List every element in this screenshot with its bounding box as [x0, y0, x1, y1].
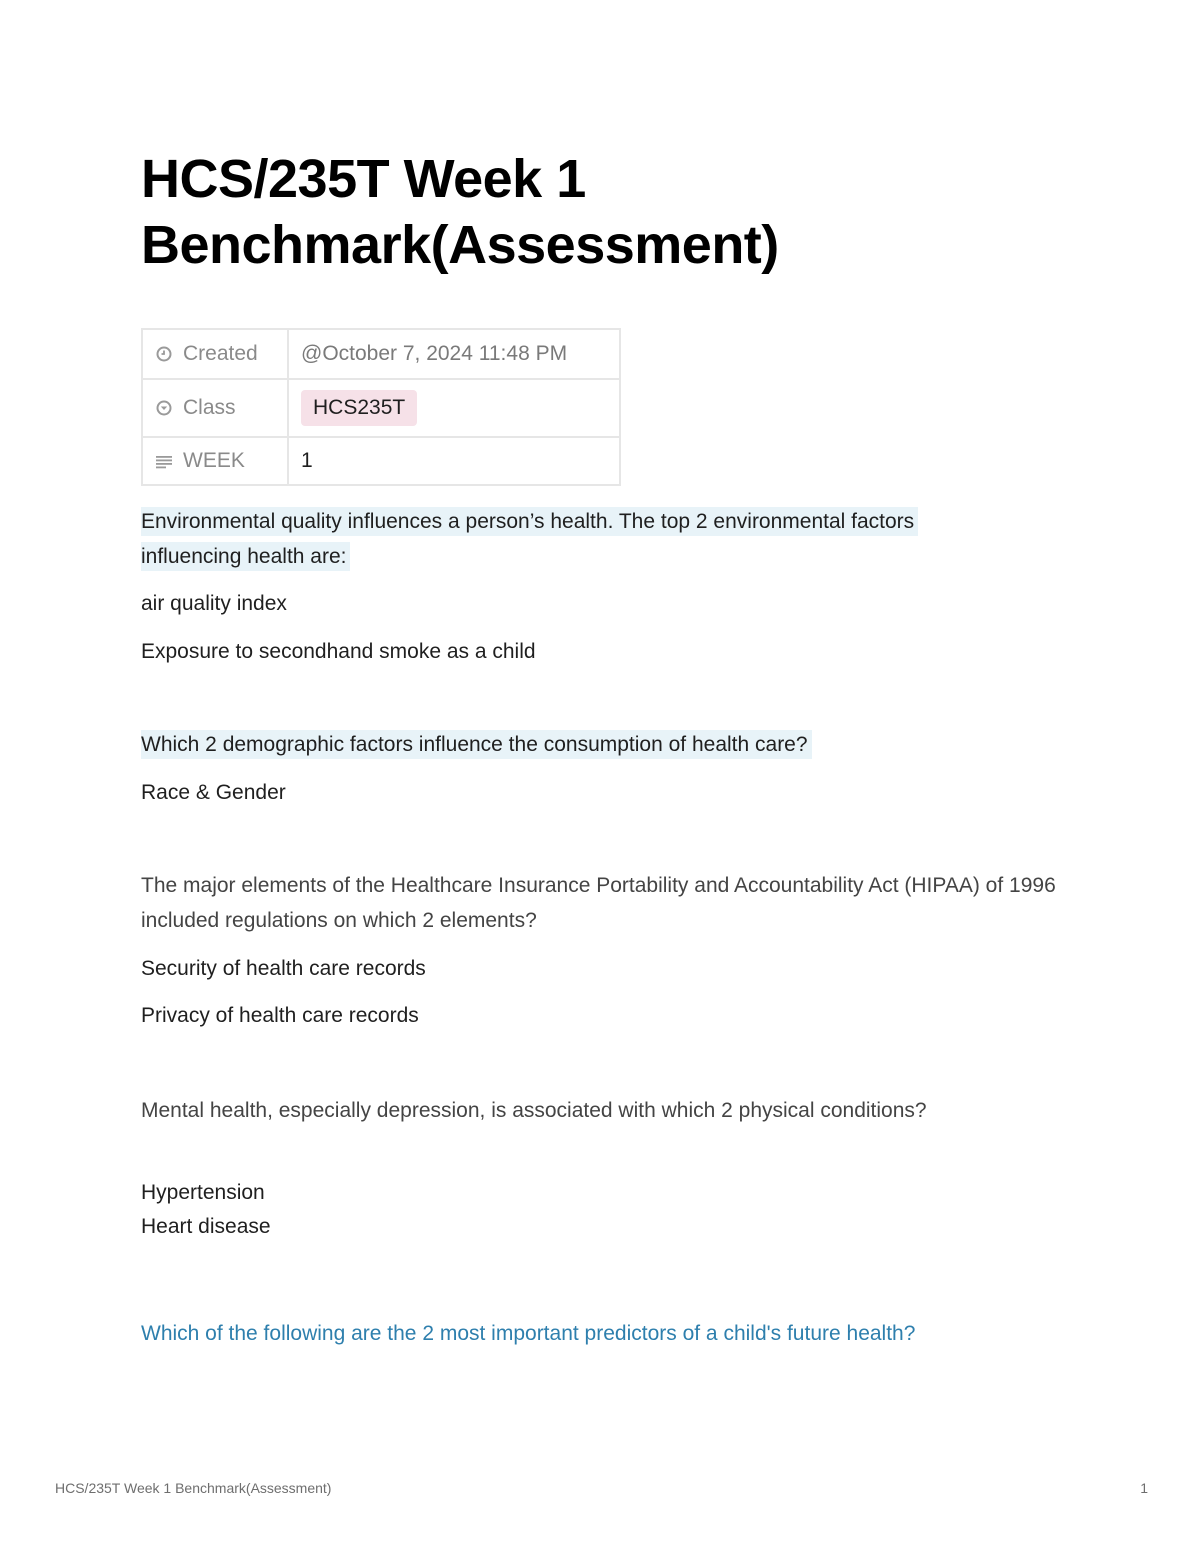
- property-row-class: [142, 379, 620, 437]
- property-key: [142, 437, 288, 485]
- select-icon: [155, 399, 173, 417]
- question-2-text: Which 2 demographic factors influence the consumption of health care?: [141, 730, 812, 759]
- property-label: Class: [183, 396, 236, 419]
- property-row-created: [142, 329, 620, 379]
- page-title: [141, 146, 1041, 278]
- property-key: [142, 329, 288, 379]
- property-value-week: 1: [288, 437, 620, 485]
- footer-page-number: 1: [1140, 1480, 1148, 1496]
- property-row-week: [142, 437, 620, 485]
- property-label: WEEK: [183, 449, 245, 472]
- footer-doc-title: HCS/235T Week 1 Benchmark(Assessment): [55, 1480, 332, 1496]
- text-lines-icon: [155, 452, 173, 470]
- answer-1a: air quality index: [141, 592, 287, 615]
- answer-3b: Privacy of health care records: [141, 1004, 419, 1027]
- property-label: Created: [183, 342, 258, 365]
- clock-icon: [155, 345, 173, 363]
- answer-4b: Heart disease: [141, 1215, 271, 1238]
- class-tag[interactable]: HCS235T: [301, 390, 417, 426]
- property-key: [142, 379, 288, 437]
- question-1-text: Environmental quality influences a person’s health. The top 2 environmental factors influencing health are:: [141, 507, 918, 571]
- question-3: The major elements of the Healthcare Insurance Portability and Accountability Act (HIPAA) of 1996 included regulations on which 2 elements?: [141, 874, 1056, 932]
- page-title-line1: HCS/235T Week 1: [141, 149, 586, 209]
- properties-table: [141, 328, 621, 486]
- answer-3a: Security of health care records: [141, 957, 426, 980]
- question-4: Mental health, especially depression, is associated with which 2 physical conditions?: [141, 1099, 927, 1122]
- property-value-created: @October 7, 2024 11:48 PM: [288, 329, 620, 379]
- question-2: [141, 727, 1061, 762]
- answer-1b: Exposure to secondhand smoke as a child: [141, 640, 536, 663]
- answer-2a: Race & Gender: [141, 781, 286, 804]
- page-title-line2: Benchmark(Assessment): [141, 215, 779, 275]
- property-value-class: [288, 379, 620, 437]
- question-5: Which of the following are the 2 most important predictors of a child's future health?: [141, 1322, 916, 1345]
- question-1: [141, 504, 1001, 574]
- answer-4a: Hypertension: [141, 1181, 265, 1204]
